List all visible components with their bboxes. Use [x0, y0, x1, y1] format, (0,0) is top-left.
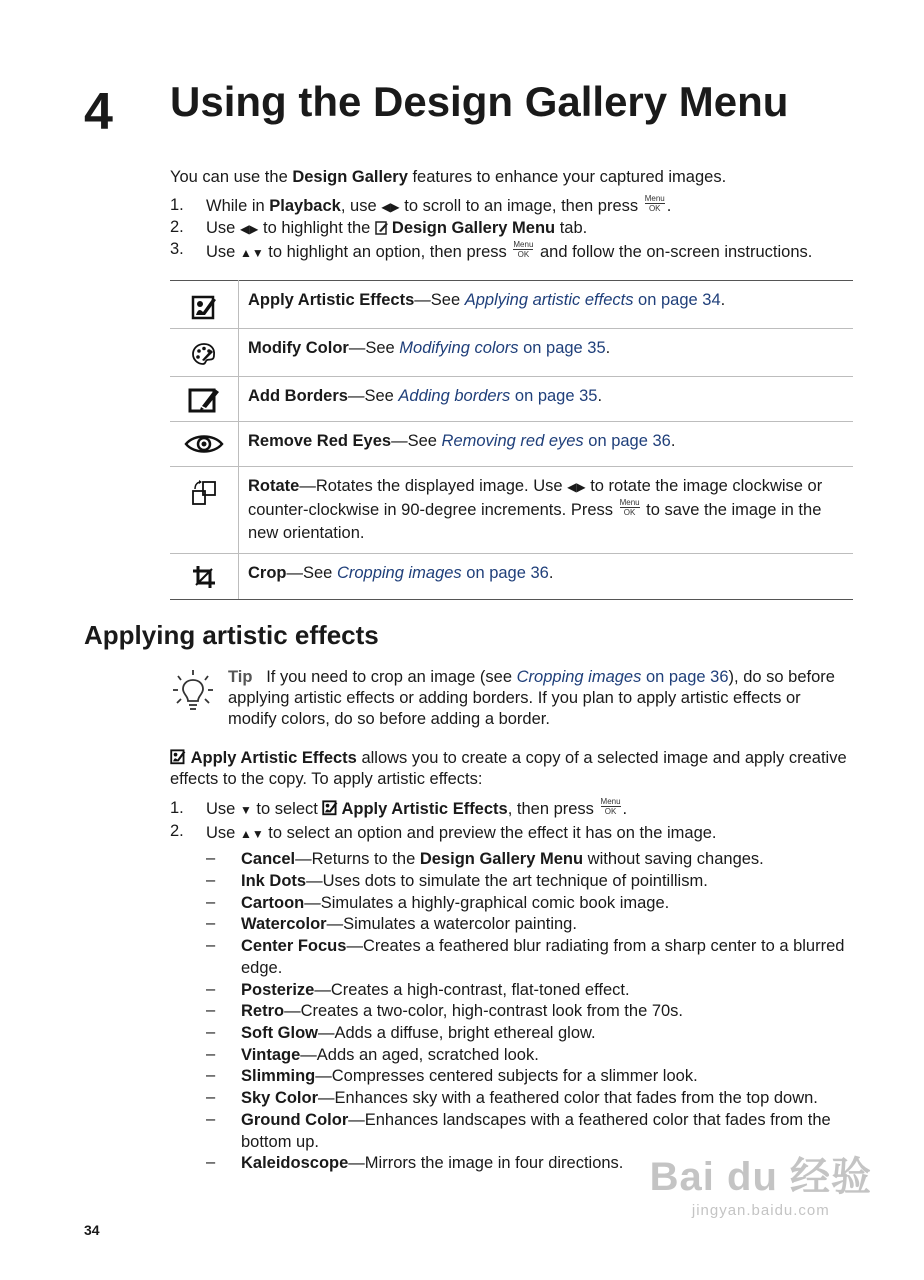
- design-gallery-tab-icon: [375, 220, 389, 235]
- list-dash: –: [206, 1045, 216, 1063]
- menu-ok-button-icon: Menu OK: [644, 193, 665, 213]
- table-row: [170, 329, 853, 377]
- list-item: Sky Color—Enhances sky with a feathered color that fades from the top down.: [241, 1089, 818, 1107]
- intro-paragraph: You can use the Design Gallery features to enhance your captured images.: [170, 168, 727, 186]
- list-dash: –: [206, 1001, 216, 1019]
- watermark-url: jingyan.baidu.com: [691, 1202, 830, 1219]
- step-number: 2.: [170, 822, 184, 840]
- table-row: [170, 554, 853, 600]
- step-text: Use ▲▼ to highlight an option, then press Menu OK and follow the on-screen instructions.: [206, 239, 813, 261]
- list-item: Cancel—Returns to the Design Gallery Menu without saving changes.: [241, 850, 764, 868]
- up-down-arrows-icon: ▲▼: [239, 246, 264, 260]
- list-dash: –: [206, 1066, 216, 1084]
- link-applying-artistic-effects[interactable]: Applying artistic effects: [464, 291, 634, 309]
- lightbulb-tip-icon: [172, 668, 214, 716]
- list-item: Slimming—Compresses centered subjects for a slimmer look.: [241, 1067, 698, 1085]
- menu-ok-button-icon: Menu OK: [513, 239, 534, 259]
- step-text: Use ▼ to select Apply Artistic Effects, then press Menu OK .: [206, 796, 628, 818]
- link-adding-borders[interactable]: Adding borders: [398, 387, 511, 405]
- link-removing-red-eyes[interactable]: Removing red eyes: [441, 432, 584, 450]
- option-apply-artistic-effects: Apply Artistic Effects—See Applying artistic effects on page 34.: [239, 281, 854, 329]
- link-cropping-images[interactable]: Cropping images: [516, 668, 642, 686]
- option-rotate: Rotate—Rotates the displayed image. Use ◀▶ to rotate the image clockwise or counter-clockwise in 90-degree increments. Press Menu OK to save the image in the new orientation.: [239, 467, 854, 554]
- list-dash: –: [206, 980, 216, 998]
- list-item: Vintage—Adds an aged, scratched look.: [241, 1046, 539, 1064]
- list-item: Watercolor—Simulates a watercolor painting.: [241, 915, 577, 933]
- step-text: While in Playback, use ◀▶ to scroll to an image, then press Menu OK .: [206, 193, 672, 215]
- list-dash: –: [206, 1088, 216, 1106]
- table-row: [170, 377, 853, 422]
- down-arrow-icon: ▼: [239, 803, 252, 817]
- link-modifying-colors[interactable]: Modifying colors: [399, 339, 519, 357]
- list-item: Retro—Creates a two-color, high-contrast look from the 70s.: [241, 1002, 684, 1020]
- option-add-borders: Add Borders—See Adding borders on page 35.: [239, 377, 854, 422]
- left-right-arrows-icon: ◀▶: [381, 200, 400, 214]
- step-number: 1.: [170, 799, 184, 817]
- list-dash: –: [206, 871, 216, 889]
- table-row: [170, 422, 853, 467]
- step-number: 2.: [170, 218, 184, 236]
- list-item: Cartoon—Simulates a highly-graphical comic book image.: [241, 894, 670, 912]
- baidu-watermark: [650, 1145, 872, 1219]
- left-right-arrows-icon: ◀▶: [567, 480, 586, 494]
- up-down-arrows-icon: ▲▼: [239, 827, 264, 841]
- menu-ok-button-icon: Menu OK: [619, 497, 640, 517]
- apply-artistic-effects-icon: [170, 748, 186, 765]
- list-item: Soft Glow—Adds a diffuse, bright ethereal glow.: [241, 1024, 596, 1042]
- list-dash: –: [206, 849, 216, 867]
- link-cropping-images[interactable]: Cropping images: [336, 564, 462, 582]
- watermark-logo: Bai du 经验: [649, 1155, 872, 1199]
- modify-color-palette-icon: [191, 341, 217, 367]
- list-dash: –: [206, 1153, 216, 1171]
- rotate-icon: [190, 479, 218, 507]
- crop-icon: [191, 564, 217, 590]
- list-dash: –: [206, 936, 216, 954]
- list-item: Center Focus—Creates a feathered blur radiating from a sharp center to a blurred edge.: [241, 937, 845, 977]
- list-item: Ground Color—Enhances landscapes with a feathered color that fades from the bottom up.: [241, 1111, 831, 1151]
- step-number: 3.: [170, 240, 184, 258]
- chapter-title: Using the Design Gallery Menu: [170, 78, 789, 125]
- option-modify-color: Modify Color—See Modifying colors on page 35.: [239, 329, 854, 377]
- page-number: 34: [84, 1222, 100, 1238]
- add-borders-icon: [188, 386, 220, 414]
- tip-note: Tip If you need to crop an image (see Cropping images on page 36), do so before applying artistic effects or adding borders. If you plan to apply artistic effects or modify colors, do so before adding a border.: [228, 668, 835, 728]
- list-dash: –: [206, 914, 216, 932]
- step-text: Use ◀▶ to highlight the Design Gallery Menu tab.: [206, 219, 588, 237]
- apply-artistic-effects-icon: [191, 294, 217, 320]
- left-right-arrows-icon: ◀▶: [239, 222, 259, 236]
- list-item: Posterize—Creates a high-contrast, flat-toned effect.: [241, 981, 630, 999]
- section-title: Applying artistic effects: [84, 620, 379, 650]
- table-row: [170, 467, 853, 554]
- design-gallery-options-table: [170, 280, 853, 600]
- list-item: Kaleidoscope—Mirrors the image in four directions.: [241, 1154, 624, 1172]
- list-item: Ink Dots—Uses dots to simulate the art technique of pointillism.: [241, 872, 708, 890]
- option-remove-red-eyes: Remove Red Eyes—See Removing red eyes on page 36.: [239, 422, 854, 467]
- menu-ok-button-icon: Menu OK: [600, 796, 621, 816]
- apply-artistic-effects-icon: [322, 799, 338, 816]
- list-dash: –: [206, 1110, 216, 1128]
- chapter-number: 4: [84, 83, 113, 141]
- list-dash: –: [206, 1023, 216, 1041]
- step-text: Use ▲▼ to select an option and preview the effect it has on the image.: [206, 824, 717, 842]
- table-row: [170, 281, 853, 329]
- option-crop: Crop—See Cropping images on page 36.: [239, 554, 854, 600]
- step-number: 1.: [170, 196, 184, 214]
- list-dash: –: [206, 893, 216, 911]
- red-eye-icon: [184, 433, 224, 455]
- apply-effects-paragraph: Apply Artistic Effects allows you to create a copy of a selected image and apply creative effects to the copy. To apply artistic effects:: [170, 749, 847, 788]
